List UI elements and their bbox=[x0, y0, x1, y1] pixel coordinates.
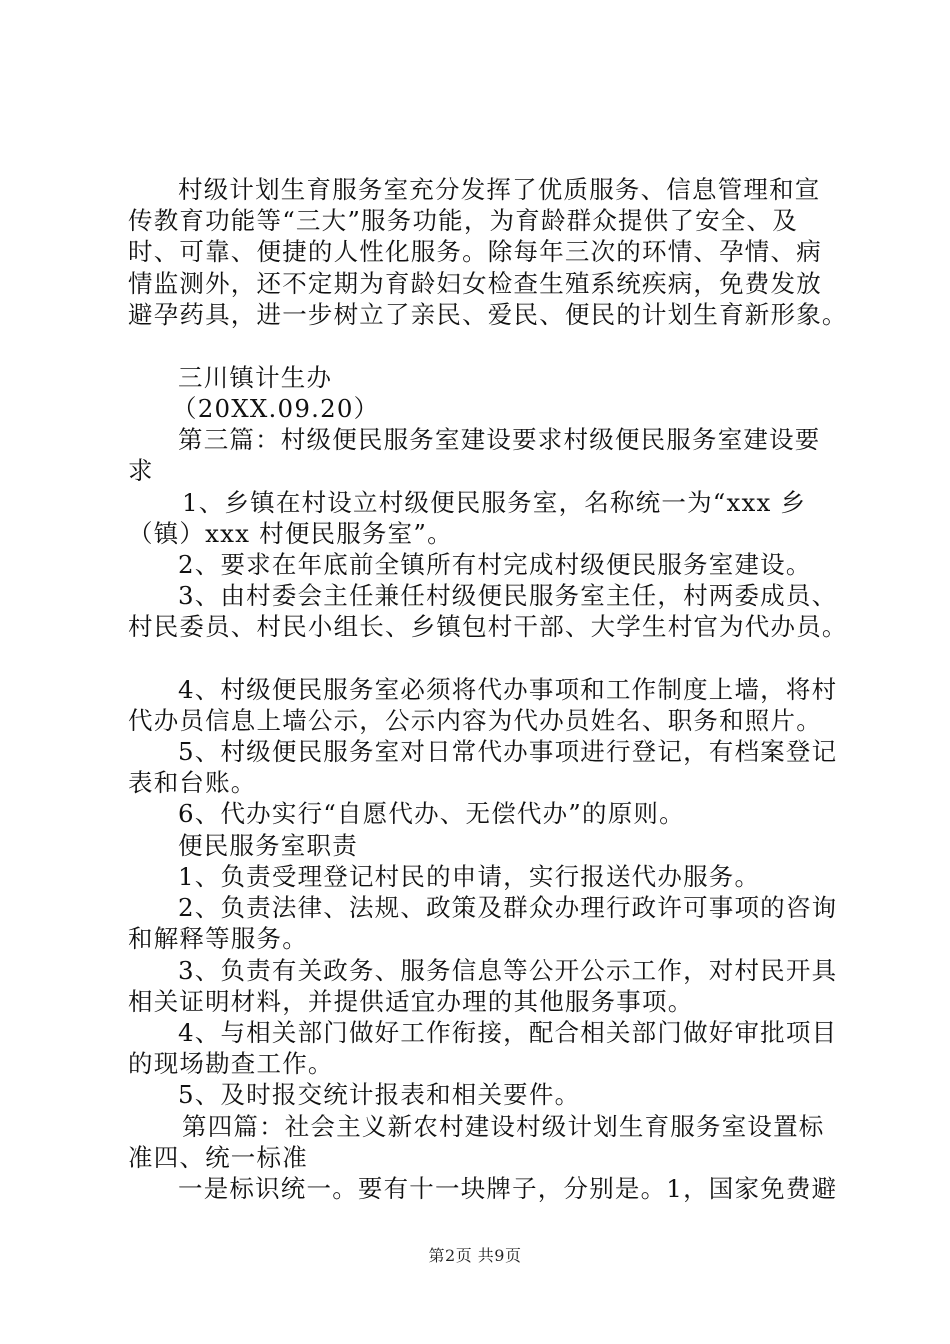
page-number-footer: 第2页 共9页 bbox=[428, 1246, 522, 1265]
text-line: 1、乡镇在村设立村级便民服务室，名称统一为“xxx 乡 bbox=[182, 488, 807, 517]
text-line: 6、代办实行“自愿代办、无偿代办”的原则。 bbox=[178, 799, 685, 828]
text-line: 时、可靠、便捷的人性化服务。除每年三次的环情、孕情、病 bbox=[128, 237, 822, 266]
text-line: 4、与相关部门做好工作衔接，配合相关部门做好审批项目 bbox=[178, 1018, 838, 1047]
text-line: 代办员信息上墙公示，公示内容为代办员姓名、职务和照片。 bbox=[128, 706, 822, 735]
section-heading-cont: 求 bbox=[128, 456, 154, 485]
section-heading: 第四篇：社会主义新农村建设村级计划生育服务室设置标 bbox=[182, 1112, 825, 1141]
text-line: 5、及时报交统计报表和相关要件。 bbox=[178, 1080, 581, 1109]
text-line: （镇）xxx 村便民服务室”。 bbox=[128, 519, 453, 548]
section-heading-cont: 准四、统一标准 bbox=[128, 1143, 308, 1172]
signature-org: 三川镇计生办 bbox=[178, 363, 333, 392]
text-line: 1、负责受理登记村民的申请，实行报送代办服务。 bbox=[178, 862, 761, 891]
text-line: 3、由村委会主任兼任村级便民服务室主任，村两委成员、 bbox=[178, 581, 838, 610]
signature-date: （20XX.09.20） bbox=[172, 394, 380, 423]
text-line: 情监测外，还不定期为育龄妇女检查生殖系统疾病，免费发放 bbox=[128, 269, 822, 298]
text-line: 5、村级便民服务室对日常代办事项进行登记，有档案登记 bbox=[178, 737, 838, 766]
text-line: 村级计划生育服务室充分发挥了优质服务、信息管理和宣 bbox=[178, 175, 821, 204]
text-line: 一是标识统一。要有十一块牌子，分别是。1，国家免费避 bbox=[178, 1174, 838, 1203]
text-line: 传教育功能等“三大”服务功能，为育龄群众提供了安全、及 bbox=[128, 206, 798, 235]
subheading: 便民服务室职责 bbox=[178, 831, 358, 860]
text-line: 和解释等服务。 bbox=[128, 924, 308, 953]
text-line: 的现场勘查工作。 bbox=[128, 1049, 334, 1078]
text-line: 2、负责法律、法规、政策及群众办理行政许可事项的咨询 bbox=[178, 893, 838, 922]
text-line: 避孕药具，进一步树立了亲民、爱民、便民的计划生育新形象。 bbox=[128, 300, 848, 329]
text-line: 相关证明材料，并提供适宜办理的其他服务事项。 bbox=[128, 987, 694, 1016]
section-heading: 第三篇：村级便民服务室建设要求村级便民服务室建设要 bbox=[178, 425, 821, 454]
text-line: 村民委员、村民小组长、乡镇包村干部、大学生村官为代办员。 bbox=[128, 612, 848, 641]
text-line: 2、要求在年底前全镇所有村完成村级便民服务室建设。 bbox=[178, 550, 812, 579]
text-line: 表和台账。 bbox=[128, 768, 257, 797]
text-line: 3、负责有关政务、服务信息等公开公示工作，对村民开具 bbox=[178, 956, 838, 985]
text-line: 4、村级便民服务室必须将代办事项和工作制度上墙，将村 bbox=[178, 675, 838, 704]
